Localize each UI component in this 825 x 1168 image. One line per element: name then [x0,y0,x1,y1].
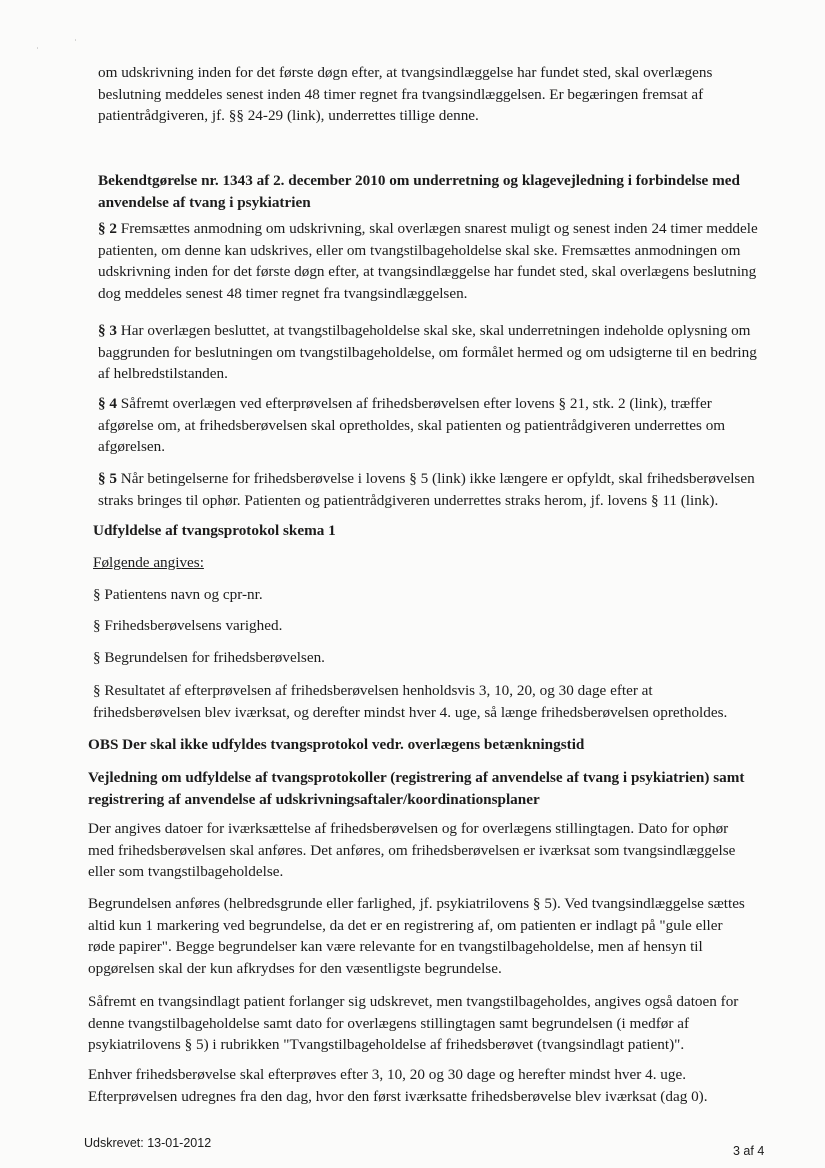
paragraph-5 [98,468,763,511]
skema-item: § Patientens navn og cpr-nr. [93,586,263,603]
paragraph-5-text: Når betingelserne for frihedsberøvelse i lovens § 5 (link) ikke længere er opfyldt, skal frihedsberøvelsen straks bringes til ophør. Patienten og patientrådgiveren underrettes straks herom, jf. lovens § 11 (link). [98,470,755,509]
paragraph-4-label: § 4 [98,395,117,412]
paragraph-4-text: Såfremt overlægen ved efterprøvelsen af frihedsberøvelsen efter lovens § 21, stk. 2 (link), træffer afgørelse om, at frihedsberøvelsen skal opretholdes, skal patienten og patientrådgiveren underrettes om afgørelsen. [98,395,726,455]
vejledning-paragraph: Begrundelsen anføres (helbredsgrunde eller farlighed, jf. psykiatrilovens § 5). Ved tvangsindlæggelse sættes altid kun 1 markering ved begrundelse, da det er en registrering af, om patienten er indlagt på "gule eller røde papirer". Begge begrundelser kan være relevante for en tvangstilbageholdelse, men af hensyn til opgørelsen skal der kun afkrydses for den væsentligste begrundelse. [88,895,745,977]
printed-date: Udskrevet: 13-01-2012 [84,1136,212,1150]
vejledning-heading: Vejledning om udfyldelse af tvangsprotokoller (registrering af anvendelse af tvang i psykiatrien) samt registrering af anvendelse af udskrivningsaftaler/koordinationsplaner [88,769,745,808]
intro-paragraph: om udskrivning inden for det første døgn efter, at tvangsindlæggelse har fundet sted, skal overlægens beslutning meddeles senest inden 48 timer regnet fra tvangsindlæggelsen. Er begæringen fremsat af patientrådgiveren, jf. §§ 24-29 (link), underrettes tillige denne. [98,64,713,124]
paragraph-3-text: Har overlægen besluttet, at tvangstilbageholdelse skal ske, skal underretningen indeholde oplysning om baggrunden for beslutningen om tvangstilbageholdelse, om formålet hermed og om udsigterne til en bedring af helbredstilstanden. [98,322,757,382]
skema-heading: Udfyldelse af tvangsprotokol skema 1 [93,522,336,539]
page-number: 3 af 4 [733,1144,765,1158]
paragraph-3 [98,320,763,385]
paragraph-2-label: § 2 [98,220,117,237]
paragraph-5-label: § 5 [98,470,117,487]
vejledning-paragraph: Såfremt en tvangsindlagt patient forlanger sig udskrevet, men tvangstilbageholdes, angives også datoen for denne tvangstilbageholdelse samt dato for overlægens stillingtagen samt begrundelsen (i medfør af psykiatrilovens § 5) i rubrikken "Tvangstilbageholdelse af frihedsberøvet (tvangsindlagt patient)". [88,993,739,1053]
skema-subheading: Følgende angives: [93,554,204,571]
paragraph-4 [98,393,753,458]
obs-note: OBS Der skal ikke udfyldes tvangsprotokol vedr. overlægens betænkningstid [88,736,585,753]
vejledning-paragraph: Der angives datoer for iværksættelse af frihedsberøvelsen og for overlægens stillingtagen. Dato for ophør med frihedsberøvelsen skal anføres. Det anføres, om frihedsberøvelsen er iværksat som tvangsindlæggelse eller som tvangstilbageholdelse. [88,820,736,880]
paragraph-3-label: § 3 [98,322,117,339]
skema-item: § Begrundelsen for frihedsberøvelsen. [93,649,325,666]
paragraph-2-text: Fremsættes anmodning om udskrivning, skal overlægen snarest muligt og senest inden 24 timer meddele patienten, om denne kan udskrives, eller om tvangstilbageholdelse skal ske. Fremsættes anmodningen om udskrivning inden for det første døgn efter, at tvangsindlæggelse har fundet sted, skal overlægens beslutning dog meddeles senest 48 timer regnet fra tvangsindlæggelsen. [98,220,758,302]
scan-speck-icon: ˙ [36,46,39,56]
paragraph-2 [98,218,758,304]
bekendtgoerelse-heading: Bekendtgørelse nr. 1343 af 2. december 2010 om underretning og klagevejledning i forbindelse med anvendelse af tvang i psykiatrien [98,172,740,211]
skema-item: § Resultatet af efterprøvelsen af frihedsberøvelsen henholdsvis 3, 10, 20, og 30 dage efter at frihedsberøvelsen blev iværksat, og derefter mindst hver 4. uge, så længe frihedsberøvelsen opretholdes. [93,682,728,721]
scan-speck-icon: ˙ [74,38,77,48]
vejledning-paragraph: Enhver frihedsberøvelse skal efterprøves efter 3, 10, 20 og 30 dage og herefter mindst hver 4. uge. Efterprøvelsen udregnes fra den dag, hvor den først iværksatte frihedsberøvelse blev iværksat (dag 0). [88,1066,708,1105]
skema-item: § Frihedsberøvelsens varighed. [93,617,283,634]
